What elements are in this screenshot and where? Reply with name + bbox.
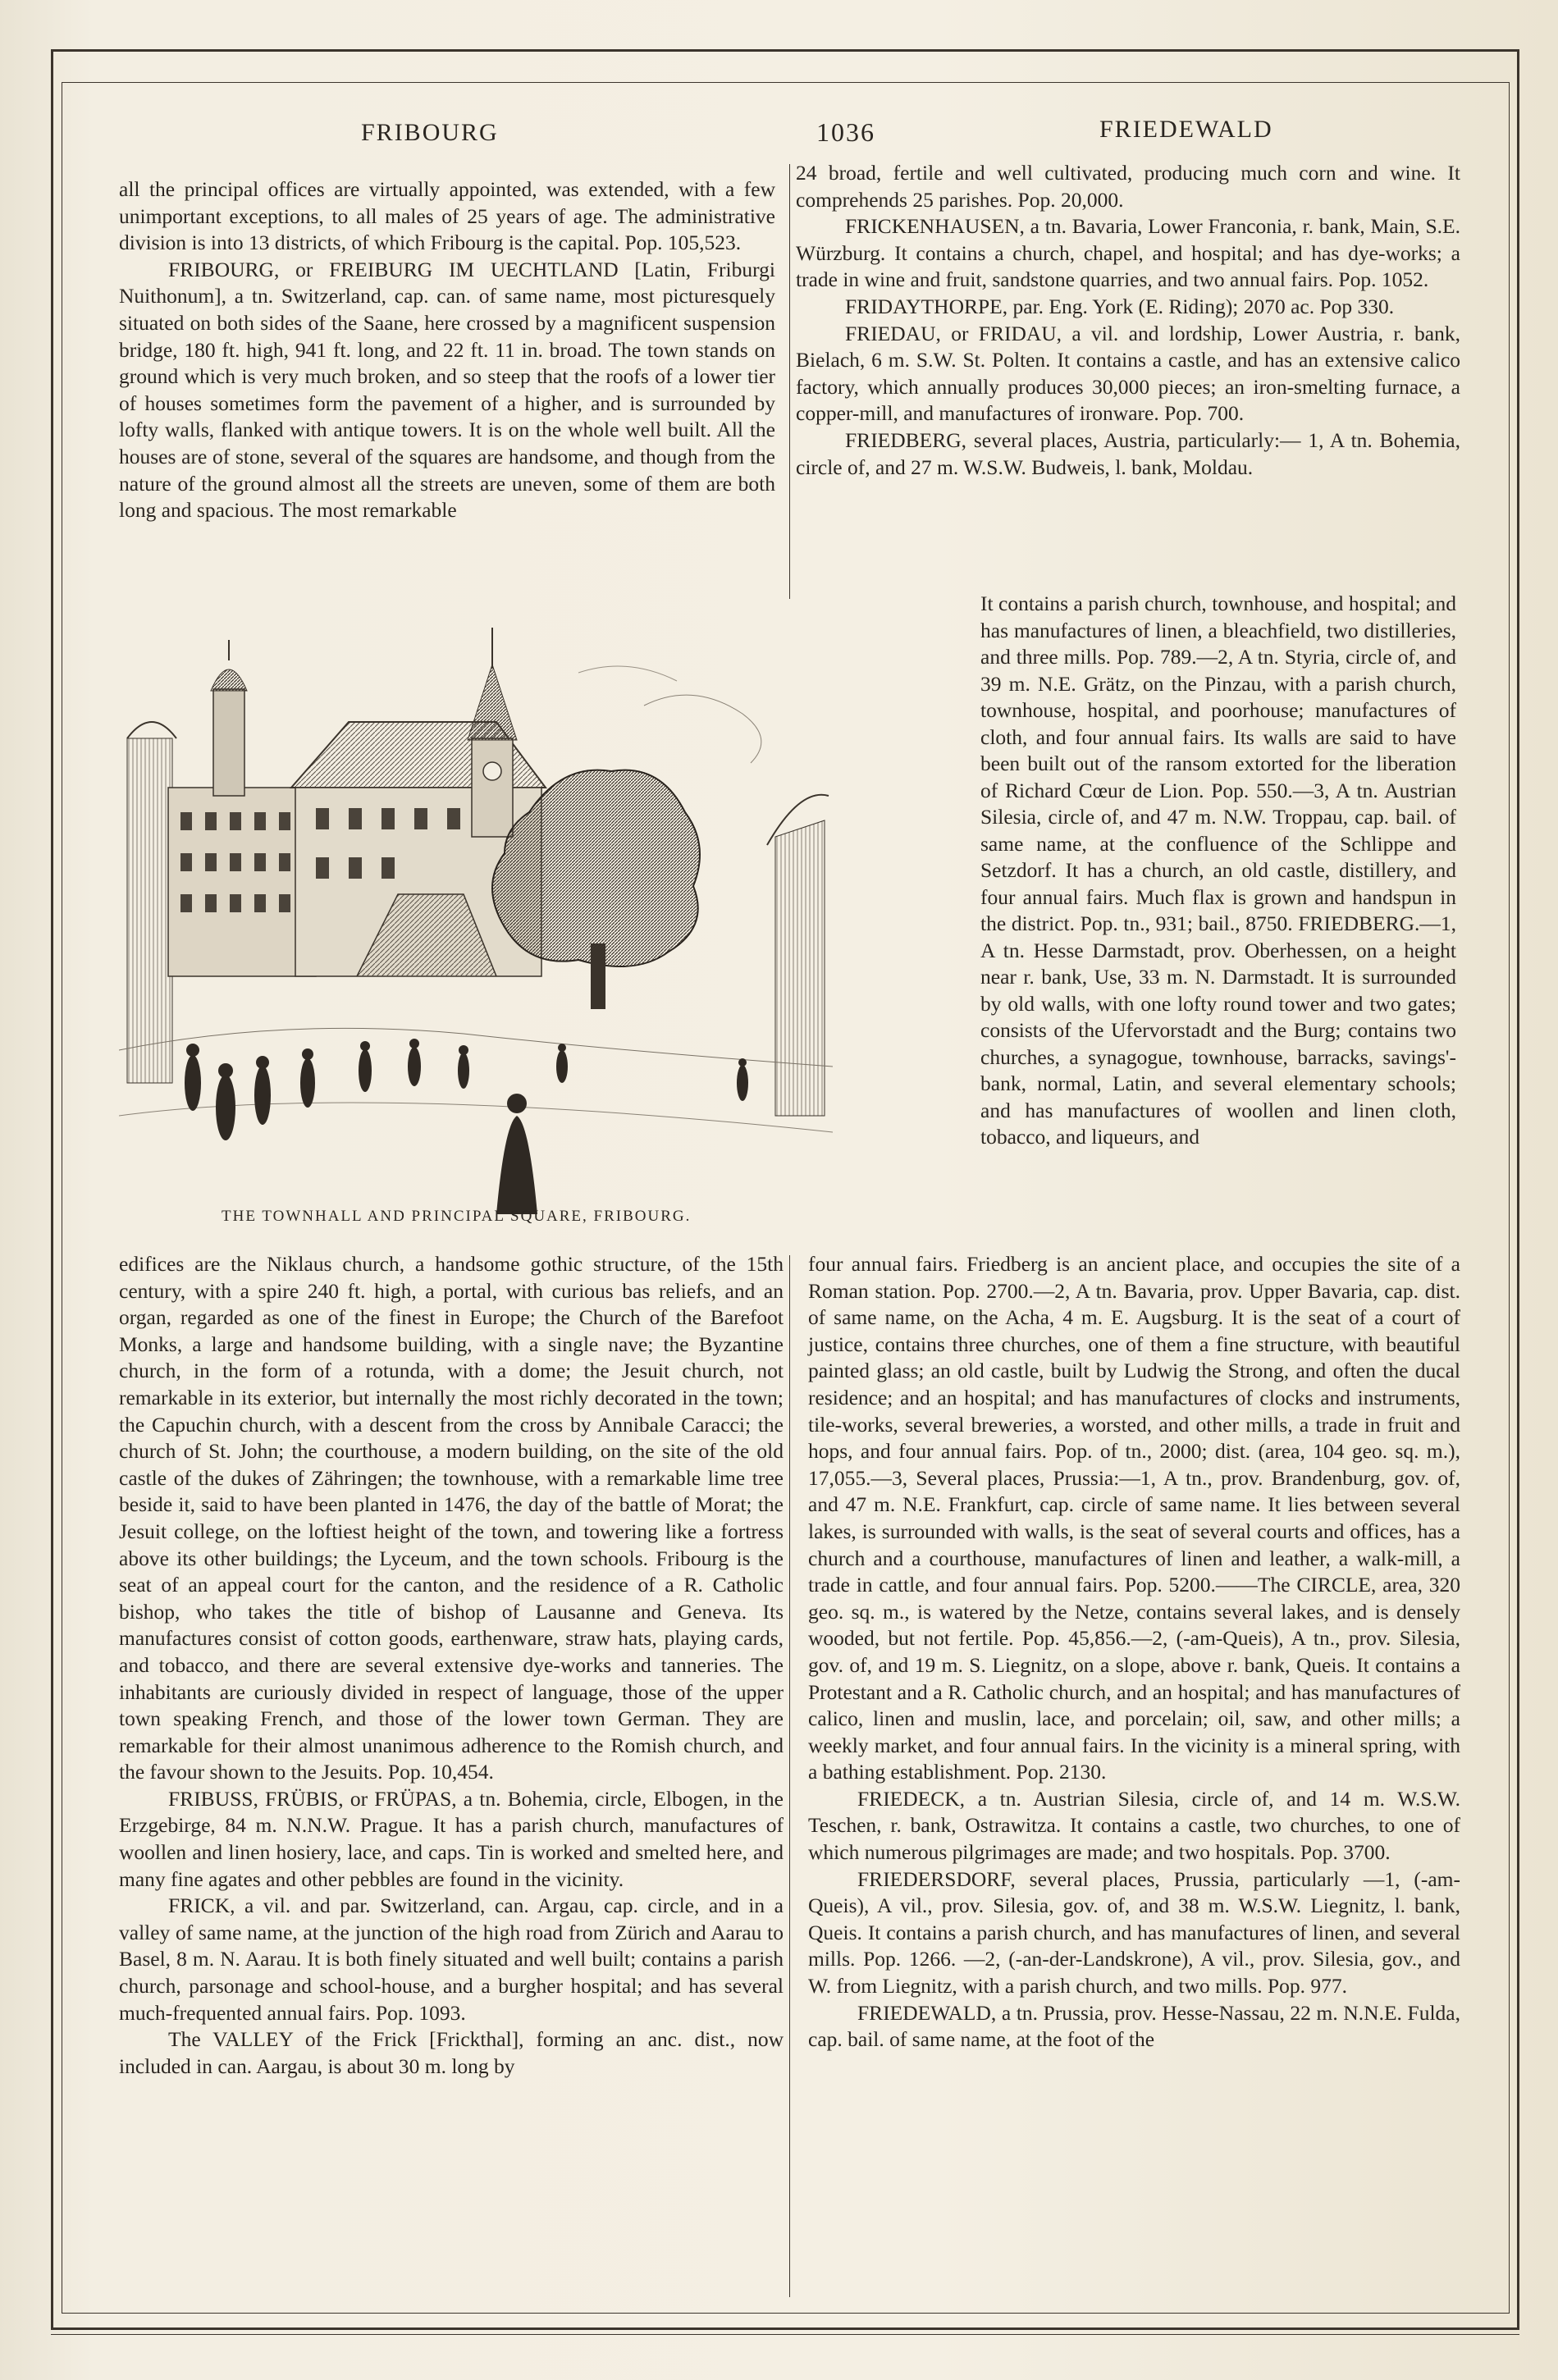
townhall-engraving — [119, 624, 833, 1227]
entry-friedberg-austria: FRIEDBERG, several places, Austria, particularly:— 1, A tn. Bohemia, circle of, and 27 m. W.S.W. Budweis, l. bank, Moldau. — [796, 427, 1460, 479]
column-divider-bottom — [789, 1255, 790, 2297]
right-column-narrow — [980, 591, 1456, 1151]
paragraph: edifices are the Niklaus church, a handsome gothic structure, of the 15th century, with a spire 240 ft. high, a portal, with curious bas reliefs, and an organ, regarded as one of the finest in Europe; the Church of the Barefoot Monks, a large and handsome building, with a single nave; the Byzantine church, in the form of a rotunda, with a dome; the Jesuit church, not remarkable in its exterior, but internally the most richly decorated in the town; the Capuchin church, with a descent from the cross by Annibale Caracci; the church of St. John; the courthouse, a modern building, on the site of the old castle of the dukes of Zähringen; the townhouse, with a remarkable lime tree beside it, said to have been planted in 1476, the day of the battle of Morat; the Jesuit college, on the loftiest height of the town, and towering like a fortress above its other buildings; the Lyceum, and the town schools. Fribourg is the seat of an appeal court for the canton, and the residence of a R. Catholic bishop, who takes the title of bishop of Lausanne and Geneva. Its manufactures consist of cotton goods, earthenware, straw hats, playing cards, and tobacco, and there are several extensive dye-works and tanneries. The inhabitants are curiously divided in respect of language, those of the upper town speaking French, and those of the lower town German. They are remarkable for their almost unanimous adherence to the Romish church, and the favour shown to the Jesuits. Pop. 10,454. — [119, 1252, 784, 1784]
column-divider-top — [789, 164, 790, 599]
entry-fribourg: FRIBOURG, or FREIBURG IM UECHTLAND [Latin, Friburgi Nuithonum], a tn. Switzerland, cap. can. of same name, most picturesquely situated on both sides of the Saane, here crossed by a magnificent suspension bridge, 180 ft. high, 941 ft. long, and 22 ft. 11 in. broad. The town stands on ground which is very much broken, and so steep that the roofs of a lower tier of houses sometimes form the pavement of a higher, and is surrounded by lofty walls, flanked with antique towers. It is on the whole well built. All the houses are of stone, several of the squares are handsome, and though from the nature of the ground almost all the streets are uneven, some of them are both long and spacious. The most remarkable — [119, 257, 775, 523]
paragraph: It contains a parish church, townhouse, and hospital; and has manufactures of linen, a bleachfield, two distilleries, and three mills. Pop. 789.—2, A tn. Styria, circle of, and 39 m. N.E. Grätz, on the Pinzau, with a parish church, townhouse, hospital, and poorhouse; manufactures of cloth, and four annual fairs. Its walls are said to have been built out of the ransom extorted for the liberation of Richard Cœur de Lion. Pop. 550.—3, A tn. Austrian Silesia, circle of, and 47 m. N.W. Troppau, cap. bail. of same name, at the confluence of the Schlippe and Setzdorf. It has a church, an old castle, distillery, and four annual fairs. Much flax is grown and handspun in the district. Pop. tn., 931; bail., 8750. FRIEDBERG.—1, A tn. Hesse Darmstadt, prov. Oberhessen, on a height near r. bank, Use, 33 m. N. Darmstadt. It is surrounded by old walls, with one lofty round tower and two gates; consists of the Ufervorstadt and the Burg; contains two churches, a synagogue, townhouse, barracks, savings'-bank, normal, Latin, and several elementary schools; and has manufactures of woollen and linen cloth, tobacco, and liqueurs, and — [980, 592, 1456, 1149]
figure-caption: THE TOWNHALL AND PRINCIPAL SQUARE, FRIBOURG. — [222, 1208, 692, 1225]
running-header — [78, 111, 1489, 152]
entry-friedewald: FRIEDEWALD, a tn. Prussia, prov. Hesse-Nassau, 22 m. N.N.E. Fulda, cap. bail. of same name, at the foot of the — [808, 2000, 1460, 2052]
page-number: 1036 — [816, 117, 875, 147]
header-left-word: FRIBOURG — [361, 119, 499, 146]
left-column-top — [119, 176, 775, 524]
entry-frick-valley: The VALLEY of the Frick [Frickthal], forming an anc. dist., now included in can. Aargau, is about 30 m. long by — [119, 2027, 784, 2078]
entry-fribuss: FRIBUSS, FRÜBIS, or FRÜPAS, a tn. Bohemia, circle, Elbogen, in the Erzgebirge, 84 m. N.N.W. Prague. It has a parish church, manufactures of woollen and linen hosiery, lace, and caps. Tin is worked and smelted here, and many fine agates and other pebbles are found in the vicinity. — [119, 1786, 784, 1891]
entry-friedau: FRIEDAU, or FRIDAU, a vil. and lordship, Lower Austria, r. bank, Bielach, 6 m. S.W. St. Polten. It contains a castle, and has an extensive calico factory, which annually produces 30,000 pieces; an iron-smelting furnace, a copper-mill, and manufactures of ironware. Pop. 700. — [796, 321, 1460, 426]
paragraph: four annual fairs. Friedberg is an ancient place, and occupies the site of a Roman station. Pop. 2700.—2, A tn. Bavaria, prov. Upper Bavaria, cap. dist. of same name, on the Acha, 4 m. E. Augsburg. It is the seat of a court of justice, contains three churches, one of them a fine structure, with beautiful painted glass; an old castle, built by Ludwig the Strong, and often the ducal residence; and an hospital; and has manufactures of clocks and instruments, tile-works, several breweries, a worsted, and other mills, a trade in fruit and hops, and four annual fairs. Pop. of tn., 2000; dist. (area, 104 geo. sq. m.), 17,055.—3, Several places, Prussia:—1, A tn., prov. Brandenburg, gov. of, and 47 m. N.E. Frankfurt, cap. circle of same name. It lies between several lakes, is surrounded with walls, is the seat of several courts and offices, has a church and a courthouse, manufactures of linen and leather, a walk-mill, a trade in cattle, and four annual fairs. Pop. 5200.——The CIRCLE, area, 320 geo. sq. m., is watered by the Netze, contains several lakes, and is densely wooded, but not fertile. Pop. 45,856.—2, (-am-Queis), A tn., prov. Silesia, gov. of, and 19 m. S. Liegnitz, on a slope, above r. bank, Queis. It contains a Protestant and a R. Catholic church, and an hospital; and has manufactures of calico, linen and muslin, lace, and porcelain; oil, saw, and other mills; a weekly market, and four annual fairs. In the vicinity is a mineral spring, with a bathing establishment. Pop. 2130. — [808, 1252, 1460, 1784]
left-column-bottom — [119, 1251, 784, 2080]
engraving-image — [119, 624, 833, 1227]
paragraph: all the principal offices are virtually appointed, was extended, with a few unimportant exceptions, to all males of 25 years of age. The administrative division is into 13 districts, of which Fribourg is the capital. Pop. 105,523. — [119, 177, 775, 255]
bottom-rule — [51, 2334, 1519, 2335]
paragraph: 24 broad, fertile and well cultivated, producing much corn and wine. It comprehends 25 parishes. Pop. 20,000. — [796, 161, 1460, 212]
right-column-top — [796, 160, 1460, 481]
entry-fridaythorpe: FRIDAYTHORPE, par. Eng. York (E. Riding); 2070 ac. Pop 330. — [845, 294, 1395, 318]
entry-frick: FRICK, a vil. and par. Switzerland, can. Argau, cap. circle, and in a valley of same name, at the junction of the high road from Zürich and Aarau to Basel, 8 m. N. Aarau. It is both finely situated and well built; contains a parish church, parsonage and school-house, and a burgher hospital; and has several much-frequented annual fairs. Pop. 1093. — [119, 1893, 784, 2025]
right-column-bottom — [808, 1251, 1460, 2053]
entry-friedersdorf: FRIEDERSDORF, several places, Prussia, particularly —1, (-am-Queis), A vil., prov. Silesia, gov. of, and 38 m. W.S.W. Liegnitz, l. bank, Queis. It contains a parish church, and has manufactures of linen, and several mills. Pop. 1266. —2, (-an-der-Landskrone), A vil., prov. Silesia, gov., and W. from Liegnitz, with a parish church, and two mills. Pop. 977. — [808, 1866, 1460, 1999]
entry-friedeck: FRIEDECK, a tn. Austrian Silesia, circle of, and 14 m. W.S.W. Teschen, r. bank, Ostrawitza. It contains a castle, two churches, to one of which numerous pilgrimages are made; and two hospitals. Pop. 3700. — [808, 1786, 1460, 1865]
header-right-word: FRIEDEWALD — [1099, 116, 1273, 143]
entry-frickenhausen: FRICKENHAUSEN, a tn. Bavaria, Lower Franconia, r. bank, Main, S.E. Würzburg. It contains a church, chapel, and hospital; and has dye-works; a trade in wine and fruit, sandstone quarries, and two annual fairs. Pop. 1052. — [796, 214, 1460, 292]
